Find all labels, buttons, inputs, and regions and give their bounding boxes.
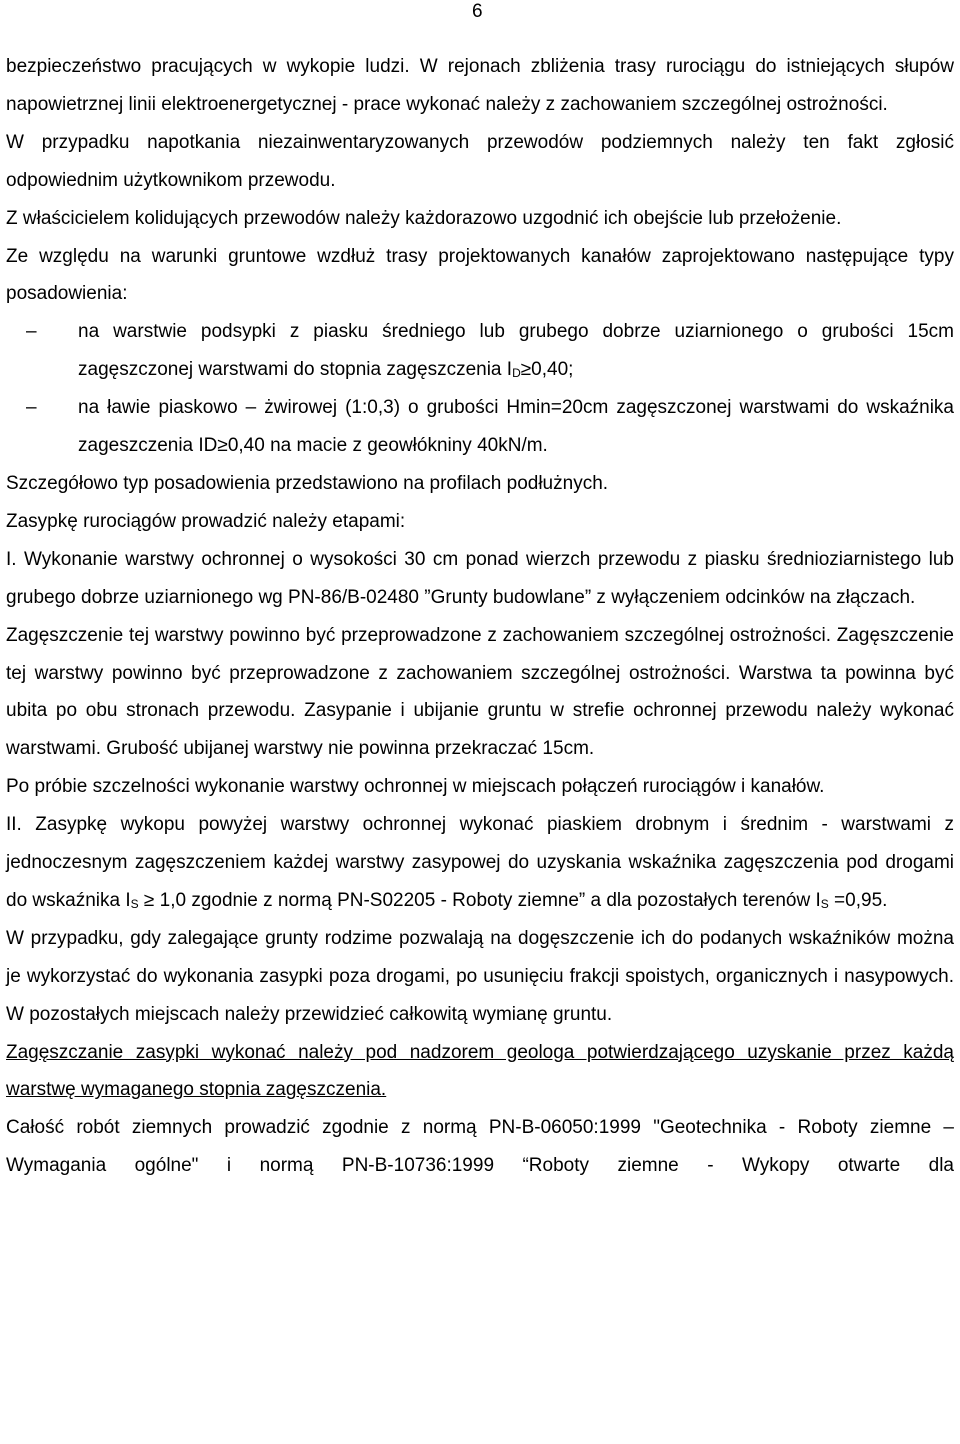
subscript: S xyxy=(130,896,139,911)
paragraph-native-soil: W przypadku, gdy zalegające grunty rodzime pozwalają na dogęszczenie ich do podanych wskaźników można je wykorzystać do wykonania zasypki poza drogami, po usunięciu frakcji spoistych, organicznych i nasypowych. W pozostałych miejscach należy przewidzieć całkowitą wymianę gruntu. xyxy=(6,927,954,1025)
dash-bullet-icon: – xyxy=(26,397,37,419)
paragraph-geologist-supervision: Zagęszczanie zasypki wykonać należy pod nadzorem geologa potwierdzającego uzyskanie przez każdą warstwę wymaganego stopnia zagęszczenia. xyxy=(6,1041,954,1101)
document-body xyxy=(6,48,954,1185)
stage-text: Zasypkę wykopu powyżej warstwy ochronnej wykonać piaskiem drobnym i średnim - warstwami z jednoczesnym zagęszczeniem każdej warstwy zasypowej do uzyskania wskaźnika zagęszczenia pod drogami do wskaźnika I xyxy=(6,814,954,911)
list-item-text: na ławie piaskowo – żwirowej (1:0,3) o grubości Hmin=20cm zagęszczonej warstwami do wskaźnika zageszczenia ID≥0,40 na macie z geowłókniny 40kN/m. xyxy=(78,397,954,457)
paragraph-stage-two xyxy=(6,806,954,920)
stage-marker: I. xyxy=(6,548,17,570)
paragraph-standards: Całość robót ziemnych prowadzić zgodnie z normą PN-B-06050:1999 "Geotechnika - Roboty ziemne – Wymagania ogólne" i normą PN-B-10736:1999 “Roboty ziemne - Wykopy otwarte dla xyxy=(6,1117,954,1177)
list-item-text: na warstwie podsypki z piasku średniego lub grubego dobrze uziarnionego o grubości 15cm zagęszczonej warstwami do stopnia zagęszczenia I xyxy=(78,321,954,381)
list-item-text: ≥0,40; xyxy=(520,359,574,381)
page-number: 6 xyxy=(472,1,483,22)
paragraph-foundation-types: Ze względu na warunki gruntowe wzdłuż trasy projektowanych kanałów zaprojektowano następujące typy posadowienia: xyxy=(6,245,954,305)
paragraph-profiles: Szczegółowo typ posadowienia przedstawiono na profilach podłużnych. xyxy=(6,472,609,494)
paragraph-compaction: Zagęszczenie tej warstwy powinno być przeprowadzone z zachowaniem szczególnej ostrożności. Zagęszczenie tej warstwy powinno być przeprowadzone z zachowaniem szczególnej ostrożności. Warstwa ta powinna być ubita po obu stronach przewodu. Zasypanie i ubijanie gruntu w strefie ochronnej przewodu należy wykonać warstwami. Grubość ubijanej warstwy nie powinna przekraczać 15cm. xyxy=(6,624,954,760)
subscript: S xyxy=(820,896,829,911)
dash-bullet-icon: – xyxy=(26,321,37,343)
stage-text: =0,95. xyxy=(828,889,888,911)
stage-marker: II. xyxy=(6,814,22,836)
paragraph-stage-one xyxy=(6,541,954,617)
paragraph-after-leak-test: Po próbie szczelności wykonanie warstwy ochronnej w miejscach połączeń rurociągów i kanałów. xyxy=(6,776,825,798)
stage-text: Wykonanie warstwy ochronnej o wysokości 30 cm ponad wierzch przewodu z piasku średnioziarnistego lub grubego dobrze uziarnionego wg PN-86/B-02480 ”Grunty budowlane” z wyłączeniem odcinków na złączach. xyxy=(6,548,954,608)
subscript: D xyxy=(512,366,521,381)
paragraph-safety: bezpieczeństwo pracujących w wykopie ludzi. W rejonach zbliżenia trasy rurociągu do istniejących słupów napowietrznej linii elektroenergetycznej - prace wykonać należy z zachowaniem szczególnej ostrożności. xyxy=(6,56,954,115)
paragraph-unknown-cables: W przypadku napotkania niezainwentaryzowanych przewodów podziemnych należy ten fakt zgłosić odpowiednim użytkownikom przewodu. xyxy=(6,131,954,191)
paragraph-backfill-stages: Zasypkę rurociągów prowadzić należy etapami: xyxy=(6,510,406,532)
stage-text: ≥ 1,0 zgodnie z normą PN-S02205 - Roboty ziemne” a dla pozostałych terenów I xyxy=(138,889,821,911)
list-item-sand-bedding xyxy=(6,313,954,389)
paragraph-owner-agreement: Z właścicielem kolidujących przewodów należy każdorazowo uzgodnić ich obejście lub przełożenie. xyxy=(6,207,842,229)
list-item-gravel-bench xyxy=(6,389,954,465)
